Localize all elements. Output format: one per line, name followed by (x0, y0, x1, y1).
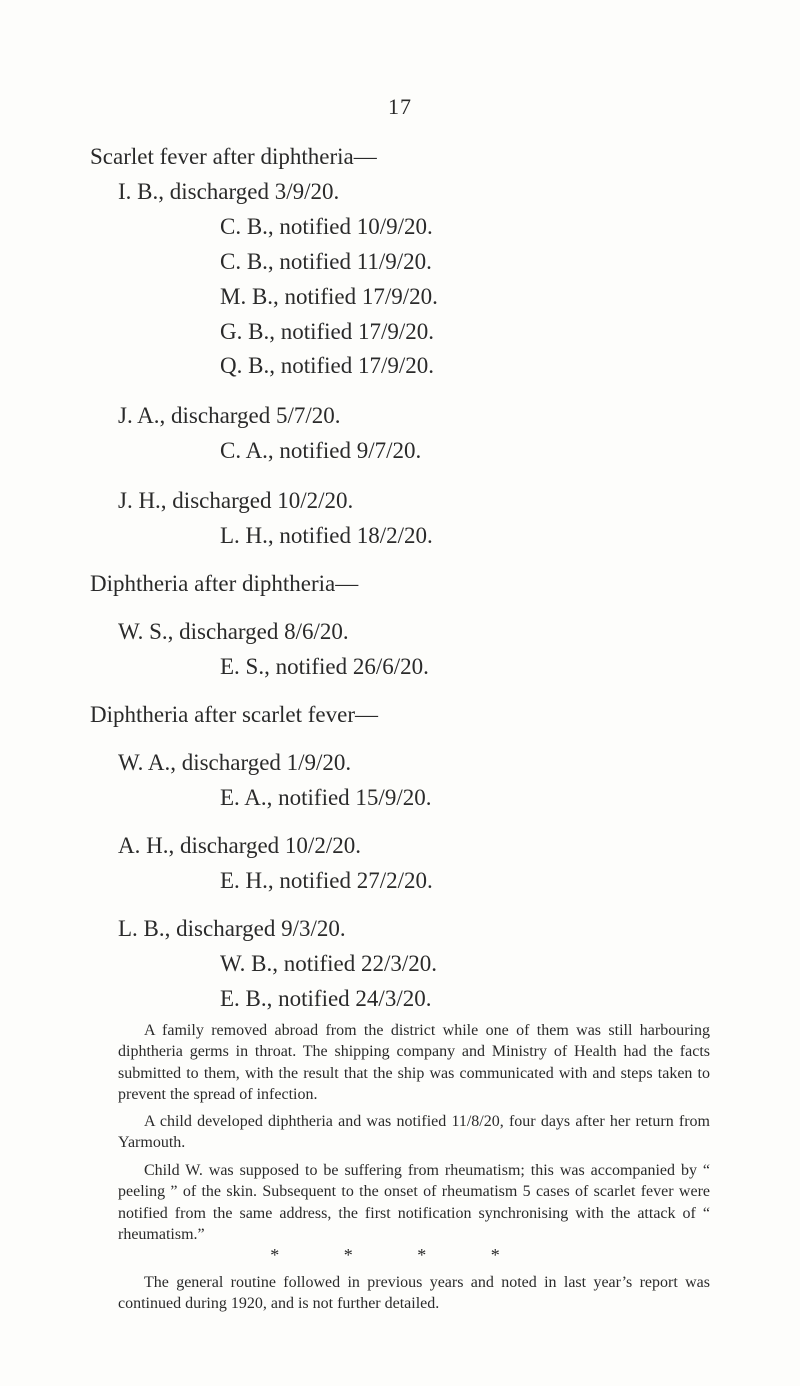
section-heading: Diphtheria after scarlet fever— (90, 702, 378, 727)
body-paragraph: A family removed abroad from the district while one of them was still harbouring diphtheria germs in throat. The shipping company and Ministry of Health had the facts submitted to them, with the result that the ship was communicated with and steps taken to prevent the spread of infection. (118, 1022, 710, 1103)
discharged-entry: W. S., discharged 8/6/20. (118, 619, 349, 644)
notified-entry: W. B., notified 22/3/20. (220, 951, 438, 976)
section-heading: Scarlet fever after diphtheria— (90, 144, 377, 169)
discharged-entry: J. A., discharged 5/7/20. (118, 403, 341, 428)
section-heading: Diphtheria after diphtheria— (90, 571, 359, 596)
notified-entry: C. B., notified 10/9/20. (220, 214, 433, 239)
notified-entry: L. H., notified 18/2/20. (220, 523, 433, 548)
discharged-entry: L. B., discharged 9/3/20. (118, 916, 346, 941)
notified-entry: M. B., notified 17/9/20. (220, 284, 438, 309)
notified-entry: G. B., notified 17/9/20. (220, 319, 435, 344)
body-paragraph: Child W. was supposed to be suffering from rheumatism; this was accompanied by “ peeling ” of the skin. Subsequent to the onset of rheumatism 5 cases of scarlet fever were notified from the same address, the first notification synchronising with the attack of “ rheumatism.” (118, 1162, 710, 1243)
body-paragraph: A child developed diphtheria and was notified 11/8/20, four days after her return from Yarmouth. (118, 1113, 710, 1152)
discharged-entry: I. B., discharged 3/9/20. (118, 179, 340, 204)
notified-entry: E. A., notified 15/9/20. (220, 785, 432, 810)
notified-entry: C. B., notified 11/9/20. (220, 249, 432, 274)
discharged-entry: J. H., discharged 10/2/20. (118, 488, 354, 513)
notified-entry: C. A., notified 9/7/20. (220, 438, 422, 463)
discharged-entry: W. A., discharged 1/9/20. (118, 750, 352, 775)
notified-entry: E. B., notified 24/3/20. (220, 986, 432, 1011)
notified-entry: Q. B., notified 17/9/20. (220, 353, 435, 378)
discharged-entry: A. H., discharged 10/2/20. (118, 833, 361, 858)
body-paragraph: The general routine followed in previous years and noted in last year’s report was continued during 1920, and is not further detailed. (118, 1274, 710, 1313)
notified-entry: E. S., notified 26/6/20. (220, 654, 429, 679)
section-separator: * * * * (270, 1245, 530, 1265)
notified-entry: E. H., notified 27/2/20. (220, 868, 433, 893)
page-number: 17 (388, 94, 412, 119)
